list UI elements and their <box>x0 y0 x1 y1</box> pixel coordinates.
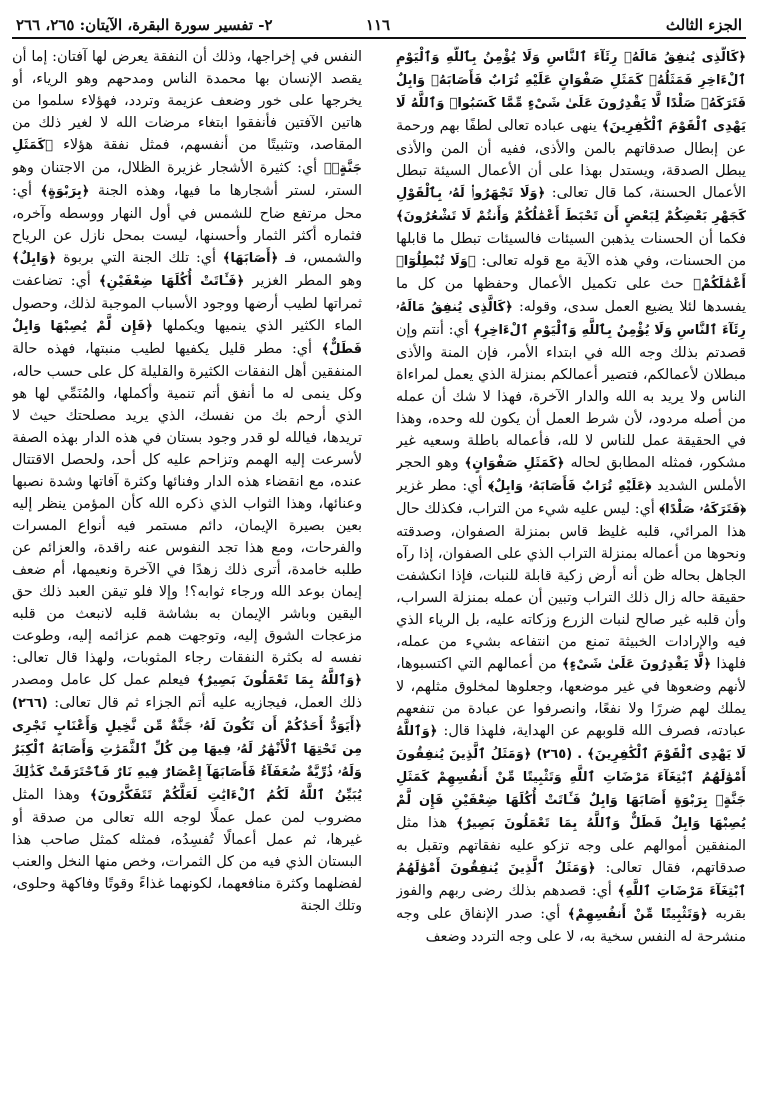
quran-quote: (٢٦٥) ﴿وَمَثَلُ ٱلَّذِينَ يُنفِقُونَ أَمْوَٰلَهُمُ ٱبْتِغَآءَ مَرْضَاتِ ٱللَّهِ وَتَثْبِيتًا مِّنْ أَنفُسِهِمْ كَمَثَلِ جَنَّةٍۭ بِرَبْوَةٍ أَصَابَهَا وَابِلٌ فَـَٔاتَتْ أُكُلَهَا ضِعْفَيْنِ فَإِن لَّمْ يُصِبْهَا وَابِلٌ فَطَلٌّ وَٱللَّهُ بِمَا تَعْمَلُونَ بَصِيرٌ﴾ <box>396 747 746 831</box>
quran-quote: ﴿كَالَّذِى يُنفِقُ مَالَهُۥ رِئَآءَ ٱلنَّاسِ وَلَا يُؤْمِنُ بِٱللَّهِ وَٱلْيَوْمِ ٱلْءَاخِرِ فَمَثَلُهُۥ كَمَثَلِ صَفْوَانٍ عَلَيْهِ تُرَابٌ فَأَصَابَهُۥ وَابِلٌ فَتَرَكَهُۥ صَلْدًا لَّا يَقْدِرُونَ عَلَىٰ شَىْءٍ مِّمَّا كَسَبُوا۟ وَٱللَّهُ لَا يَهْدِى ٱلْقَوْمَ ٱلْكَٰفِرِينَ﴾ <box>396 50 746 134</box>
commentary-text: أي: محل مرتفع ضاح للشمس في أول النهار ووسطه وآخره، فثماره أكثر الثمار وأحسنها، ليست بمحل نازل عن الرياح والشمس، فـ <box>12 183 362 266</box>
header-rule <box>12 37 746 39</box>
right-column <box>396 46 746 1096</box>
quran-quote: ﴿كَمَثَلِ جَنَّةٍۭ﴾ <box>12 138 362 176</box>
commentary-text: أي: تلك الجنة التي بربوة <box>63 250 216 266</box>
commentary-text: أي: مطر قليل يكفيها لطيب منبتها، فهذه حالة المنفقين أهل النفقات الكثيرة والقليلة كل على حسب حاله، وكل ينمى له ما أنفق أتم تنمية وأكملها، والمُنَمِّي لها هو الذي أرحم بك من نفسك، الذي يريد مصلحتك حيث لا تريدها، فيالله لو قدر وجود بستان في هذه الدار بهذه الصفة لأسرعت إليه الهمم وتزاحم عليه كل أحد، ولحصل الاقتتال عنده، مع انقضاء هذه الدار وفنائها وكثرة آفاتها وشدة نصبها وعنائها، وهذا الثواب الذي ذكره الله كأن المؤمن ينظر إليه بعين بصيرة الإيمان، دائم مستمر فيه أنواع المسرات والفرحات، ومع هذا تجد النفوس عنه راقدة، والعزائم عن طلبه خامدة، أترى ذلك زهدًا في الآخرة ونعيمها، أم ضعف إيمان بوعد الله ورجاء ثوابه؟! وإلا فلو تيقن العبد ذلك حق اليقين وباشر الإيمان به بشاشة قلبه لانبعث من قلبه مزعجات الشوق إليه، وتوجهت همم عزائمه إليه، وطوعت نفسه له بكثرة النفقات رجاء المثوبات، ولهذا قال تعالى: <box>12 341 362 666</box>
commentary-text: أي: تضاعفت ثمراتها لطيب أرضها ووجود الأسباب الموجبة لذلك، وحصول الماء الكثير الذي ينميها ويكملها <box>12 273 362 334</box>
commentary-text: من أعمالهم التي اكتسبوها، لأنهم وضعوها في غير موضعها، وجعلوها لمخلوق مثلهم، لا يملك لهم ضررًا ولا نفعًا، وانصرفوا عن عبادة من تنفعهم عبادته، فصرف الله قلوبهم عن الهداية، فلهذا قال: <box>396 656 746 739</box>
quran-quote: (٢٦٦) ﴿أَيَوَدُّ أَحَدُكُمْ أَن تَكُونَ لَهُۥ جَنَّةٌ مِّن نَّخِيلٍ وَأَعْنَابٍ تَجْرِى مِن تَحْتِهَا ٱلْأَنْهَٰرُ لَهُۥ فِيهَا مِن كُلِّ ٱلثَّمَرَٰتِ وَأَصَابَهُ ٱلْكِبَرُ وَلَهُۥ ذُرِّيَّةٌ ضُعَفَآءُ فَأَصَابَهَآ إِعْصَارٌ فِيهِ نَارٌ فَٱحْتَرَقَتْ كَذَٰلِكَ يُبَيِّنُ ٱللَّهُ لَكُمُ ٱلْءَايَٰتِ لَعَلَّكُمْ تَتَفَكَّرُونَ﴾ <box>12 696 362 803</box>
quran-quote: ﴿وَلَا تَجْهَرُوا۟ لَهُۥ بِٱلْقَوْلِ كَجَهْرِ بَعْضِكُمْ لِبَعْضٍ أَن تَحْبَطَ أَعْمَٰلُكُمْ وَأَنتُمْ لَا تَشْعُرُونَ﴾ <box>396 186 746 224</box>
commentary-text: أي: صدر الإنفاق على وجه منشرحة له النفس سخية به، لا على وجه التردد وضعف <box>396 906 746 945</box>
commentary-text: أي: كثيرة الأشجار غزيرة الظلال، من الاجتنان وهو الستر، لستر أشجارها ما فيها، وهذه الجنة <box>12 160 362 199</box>
quran-quote: ﴿فَـَٔاتَتْ أُكُلَهَا ضِعْفَيْنِ﴾ <box>99 274 245 289</box>
commentary-text: وهو الحجر الأملس الشديد <box>396 455 746 494</box>
quran-quote: ﴿وَمَثَلُ ٱلَّذِينَ يُنفِقُونَ أَمْوَٰلَهُمُ ٱبْتِغَآءَ مَرْضَاتِ ٱللَّهِ﴾ <box>396 861 746 899</box>
quran-quote: ﴿أَصَابَهَا﴾ <box>222 251 279 266</box>
part-title: الجزء الثالث <box>665 16 742 34</box>
quran-quote: ﴿فَإِن لَّمْ يُصِبْهَا وَابِلٌ فَطَلٌّ﴾ <box>12 319 362 357</box>
left-column <box>12 46 362 1096</box>
quran-quote: ﴿بِرَبْوَةٍ﴾ <box>40 184 90 199</box>
commentary-text: وهذا المثل مضروب لمن عمل عملًا لوجه الله تعالى من صدقة أو غيرها، ثم عمل أعمالًا تُفسِدُه، فمثله كمثل صاحب هذا البستان الذي فيه من كل الثمرات، وخص منها النخل والعنب لفضلهما وكثرة منافعهما، لكونهما غذاءً وقوتًا وفاكهة وحلوى، وتلك الجنة <box>12 787 362 914</box>
quran-quote: ﴿كَمَثَلِ صَفْوَانٍ﴾ <box>464 456 565 471</box>
right-column-text <box>396 46 746 948</box>
page-number: ١١٦ <box>365 16 391 34</box>
commentary-text: أي: قصدهم بذلك رضى ربهم والفوز بقربه <box>396 883 746 922</box>
commentary-text: أي: ليس عليه شيء من التراب، فكذلك حال هذا المرائي، قلبه غليظ قاس بمنزلة الصفوان، وصدقته ونحوها من أعماله بمنزلة التراب الذي على الصفوان، إذا رآه الجاهل بحاله ظن أنه أرض زكية قابلة للنبات، فإذا انكشفت حقيقة حاله زال ذلك التراب وتبين أن عمله بمنزلة السراب، وأن قلبه غير صالح لنبات الزرع وزكاته عليه، بل الرياء الذي فيه والإرادات الخبيثة تمنع من انتفاعه بشيء من عمله، فلهذا <box>396 501 746 672</box>
commentary-text: وهو المطر الغزير <box>252 273 362 289</box>
commentary-text: أي: مطر غزير <box>396 478 483 494</box>
quran-quote: ﴿عَلَيْهِ تُرَابٌ فَأَصَابَهُۥ وَابِلٌ﴾ <box>488 479 652 494</box>
commentary-text: حث على تكميل الأعمال وحفظها من كل ما يفسدها لئلا يضيع العمل سدى، وقوله: <box>396 276 746 315</box>
quran-quote: ﴿لَّا يَقْدِرُونَ عَلَىٰ شَىْءٍ﴾ <box>561 657 712 672</box>
quran-quote: ﴿وَابِلٌ﴾ <box>12 251 57 266</box>
quran-quote: ﴿وَلَا تُبْطِلُوٓا۟ أَعْمَٰلَكُمْ﴾ <box>396 254 746 292</box>
commentary-text: فيعلم عمل كل عامل ومصدر ذلك العمل، فيجازيه عليه أتم الجزاء ثم قال تعالى: <box>12 672 362 711</box>
commentary-text: أي: أنتم وإن قصدتم بذلك وجه الله في ابتداء الأمر، فإن المنة والأذى مبطلان لأعمالكم، فتصير أعمالكم بمنزلة الذي يعمل لمراءاة الناس ولا يريد به الله والدار الآخرة، فهذا لا شك أن عمله من أصله مردود، لأن شرط العمل أن يكون لله وحده، وهذا في الحقيقة عمل للناس لا لله، فأعماله باطلة وسعيه غير مشكور، فمثله المطابق لحاله <box>396 322 746 471</box>
quran-quote: ﴿كَالَّذِى يُنفِقُ مَالَهُۥ رِئَآءَ ٱلنَّاسِ وَلَا يُؤْمِنُ بِٱللَّهِ وَٱلْيَوْمِ ٱلْءَاخِرِ﴾ <box>396 300 746 338</box>
commentary-text: ينهى عباده تعالى لطفًا بهم ورحمة عن إبطال صدقاتهم بالمن والأذى، ففيه أن المن والأذى يبطل الصدقة، ويستدل بهذا على أن الأعمال السيئة تبطل الأعمال الحسنة، كما قال تعالى: <box>396 118 746 201</box>
quran-quote: ﴿فَتَرَكَهُۥ صَلْدًا﴾ <box>659 502 746 517</box>
commentary-text: فكما أن الحسنات يذهبن السيئات فالسيئات تبطل ما قابلها من الحسنات، وفي هذه الآية مع قوله تعالى: <box>396 231 746 269</box>
commentary-text: النفس في إخراجها، وذلك أن النفقة يعرض لها آفتان: إما أن يقصد الإنسان بها محمدة الناس ومدحهم وهو الرياء، أو يخرجها على خور وضعف عزيمة وتردد، فهؤلاء سلموا من هاتين الآفتين فأنفقوا ابتغاء مرضات الله لا لغير ذلك من المقاصد، وتثبيتًا من أنفسهم، فمثل نفقة هؤلاء <box>12 49 362 153</box>
left-column-text <box>12 46 362 917</box>
page-header <box>0 0 758 44</box>
commentary-text: هذا مثل المنفقين أموالهم على وجه تزكو عليه نفقاتهم وتقبل به صدقاتهم، فقال تعالى: <box>396 815 746 876</box>
quran-quote: ﴿وَٱللَّهُ لَا يَهْدِى ٱلْقَوْمَ ٱلْكَٰفِرِينَ﴾ . <box>396 724 746 762</box>
surah-title: ٢- تفسير سورة البقرة، الآيتان: ٢٦٥، ٢٦٦ <box>16 16 273 34</box>
quran-quote: ﴿وَٱللَّهُ بِمَا تَعْمَلُونَ بَصِيرٌ﴾ <box>197 673 362 688</box>
quran-quote: ﴿وَتَثْبِيتًا مِّنْ أَنفُسِهِمْ﴾ <box>567 907 708 922</box>
